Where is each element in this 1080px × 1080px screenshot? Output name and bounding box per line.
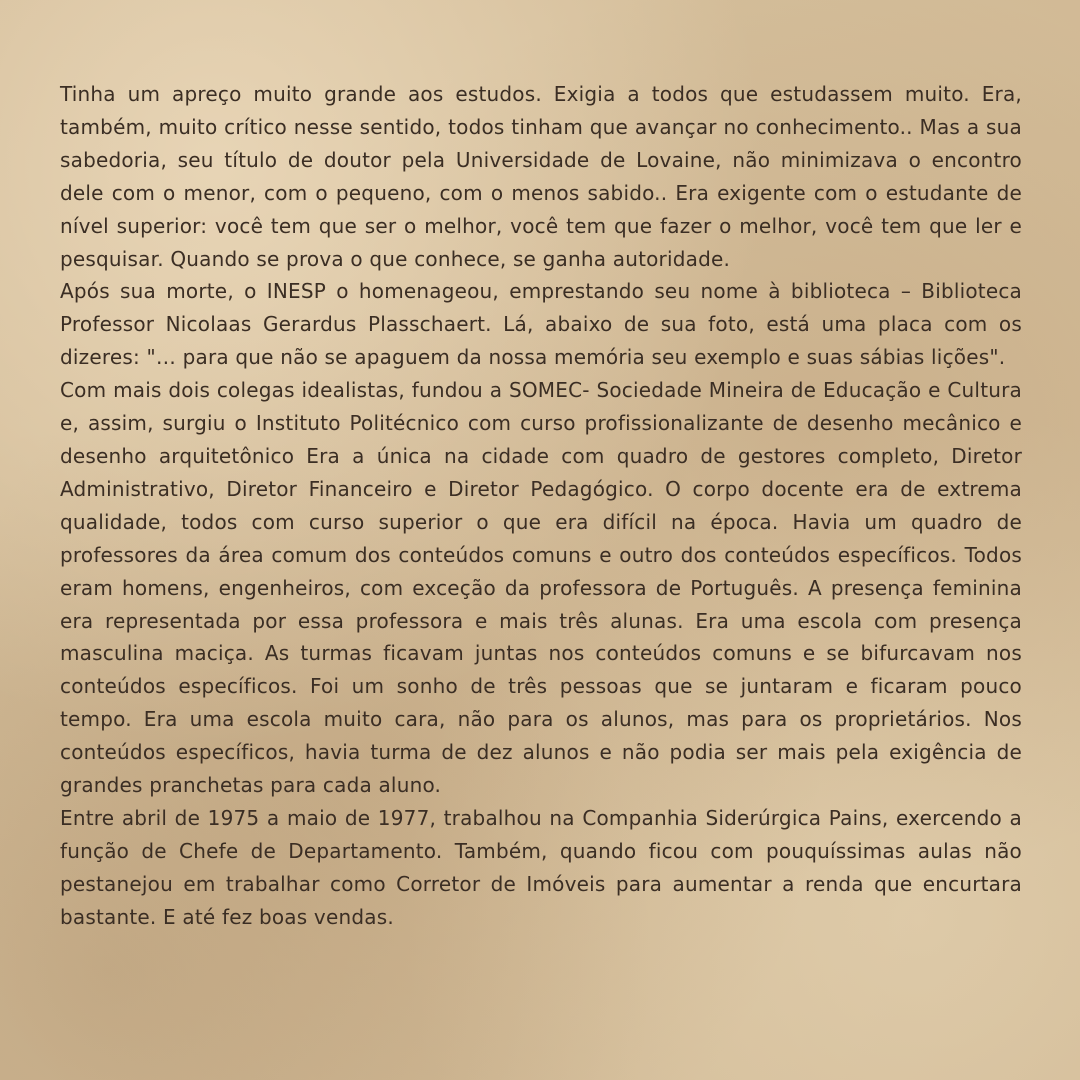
paragraph-career-pains: Entre abril de 1975 a maio de 1977, trabalhou na Companhia Siderúrgica Pains, exercendo a função de Chefe de Departamento. Também, quando ficou com pouquíssimas aulas não pestanejou em trabalhar como Corretor de Imóveis para aumentar a renda que encurtara bastante. E até fez boas vendas. <box>60 805 1022 929</box>
paragraph-somec-founding: Com mais dois colegas idealistas, fundou a SOMEC- Sociedade Mineira de Educação e Cultura e, assim, surgiu o Instituto Politécnico com curso profissionalizante de desenho mecânico e desenho arquitetônico Era a única na cidade com quadro de gestores completo, Diretor Administrativo, Diretor Financeiro e Diretor Pedagógico. O corpo docente era de extrema qualidade, todos com curso superior o que era difícil na época. Havia um quadro de professores da área comum dos conteúdos comuns e outro dos conteúdos específicos. Todos eram homens, engenheiros, com exceção da professora de Português. A presença feminina era representada por essa professora e mais três alunas. Era uma escola com presença masculina maciça. As turmas ficavam juntas nos conteúdos comuns e se bifurcavam nos conteúdos específicos. Foi um sonho de três pessoas que se juntaram e ficaram pouco tempo. Era uma escola muito cara, não para os alunos, mas para os proprietários. Nos conteúdos específicos, havia turma de dez alunos e não podia ser mais pela exigência de grandes pranchetas para cada aluno. <box>60 378 1022 798</box>
paragraph-library-homage: Após sua morte, o INESP o homenageou, emprestando seu nome à biblioteca – Biblioteca Professor Nicolaas Gerardus Plasschaert. Lá, abaixo de sua foto, está uma placa com os dizeres: "… para que não se apaguem da nossa memória seu exemplo e suas sábias lições". <box>60 279 1022 370</box>
paragraph-study-appreciation: Tinha um apreço muito grande aos estudos. Exigia a todos que estudassem muito. Era, também, muito crítico nesse sentido, todos tinham que avançar no conhecimento.. Mas a sua sabedoria, seu título de doutor pela Universidade de Lovaine, não minimizava o encontro dele com o menor, com o pequeno, com o menos sabido.. Era exigente com o estudante de nível superior: você tem que ser o melhor, você tem que fazer o melhor, você tem que ler e pesquisar. Quando se prova o que conhece, se ganha autoridade. <box>60 82 1022 271</box>
document-body <box>60 78 1022 934</box>
